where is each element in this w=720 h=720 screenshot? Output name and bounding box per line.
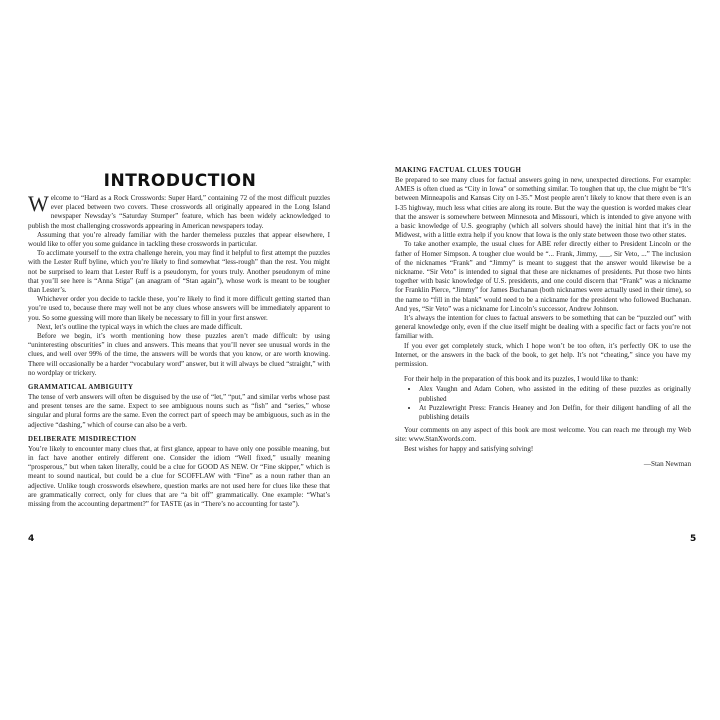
factual-paragraph-4: If you ever get completely stuck, which I hope won’t be too often, it’s perfectly OK to use the Internet, or the answers in the back of the book, to get help. It’s not “cheating,” since you have my permission. (395, 341, 691, 369)
heading-deliberate-misdirection: DELIBERATE MISDIRECTION (28, 435, 137, 443)
list-item: • At Puzzlewright Press: Francis Heaney and Jon Delfin, for their diligent handling of all the publishing details (419, 404, 691, 422)
drop-cap: W (28, 191, 49, 216)
page-number-left: 4 (28, 534, 35, 544)
misdirection-paragraph: You’re likely to encounter many clues that, at first glance, appear to have only one possible meaning, but in fact have another entirely different one. Consider the idiom “Well fixed,” usually meaning “prosperous,” but when taken literally, could be a clue for GOOD AS NEW. Or “Fine skipper,” which is meant to sound nautical, but could be a clue for SCOFFLAW with “Fine” as a noun rather than an adjective. Unlike tough crosswords elsewhere, question marks are not used here for clues like these that are grammatically correct, only for clues that are “a bit off” grammatically. One example: “What’s missing from the accounting department?” for TASTE (as in “There’s no accounting for taste”). (28, 444, 330, 509)
signature: —Stan Newman (643, 459, 691, 468)
intro-paragraph (28, 191, 330, 231)
factual-paragraph-1: Be prepared to see many clues for factual answers going in new, unexpected directions. For example: AMES is often clued as “City in Iowa” or something similar. To toughen that up, the clue might be “It’s between Minneapolis and Kansas City on I-35.” Most people aren’t likely to know that there even is an I-35 highway, much less what cities are along its route. But the way the question is worded makes clear that the answer is somewhere between Minnesota and Missouri, which is intended to give anyone with a basic knowledge of U.S. geography (which all solvers should have) the initial hint that it’s in the Midwest, with a little extra help if you know that Iowa is the only state between those two other states. (395, 176, 691, 240)
intro-paragraph-5: Next, let’s outline the typical ways in which the clues are made difficult. (37, 322, 243, 331)
page-number-right: 5 (690, 534, 697, 544)
ambiguity-paragraph: The tense of verb answers will often be disguised by the use of “let,” “put,” and similar verbs whose past and present tenses are the same. Expect to see ambiguous nouns such as “fish” and “series,” whose singular and plural forms are the same. Even the correct part of speech may be ambiguous, such as in the adjective “dashing,” which of course can also be a verb. (28, 393, 330, 429)
right-text-column (395, 166, 691, 469)
factual-paragraph-3: It’s always the intention for clues to factual answers to be something that can be “puzzled out” with general knowledge only, even if the clue itself might be dealing with a specific fact or facts you’re not familiar with. (395, 314, 691, 341)
left-text-column (28, 191, 330, 509)
intro-paragraph-3: To acclimate yourself to the extra challenge herein, you may find it helpful to first attempt the puzzles with the Lester Ruff byline, which you’re likely to find somewhat “less-rough” than the rest. You might not be surprised to learn that Lester Ruff is a pseudonym, for yours truly. Another pseudonym of mine that you’ll see here is “Anna Stiga” (an anagram of “Stan again”), whose work is meant to be tougher than Lester’s. (28, 249, 330, 295)
list-item: • Alex Vaughn and Adam Cohen, who assisted in the editing of these puzzles as originally published (419, 385, 691, 403)
right-page (360, 0, 720, 720)
intro-first-text: elcome to “Hard as a Rock Crosswords: Super Hard,” containing 72 of the most difficult puzzles ever placed between two covers. These crosswords all originally appeared in the Long Island newspaper Newsday’s “Saturday Stumper” feature, which has been widely acknowledged to publish the most challenging crosswords appearing in American newspapers today. (28, 194, 330, 230)
thanks-intro: For their help in the preparation of this book and its puzzles, I would like to thank: (404, 375, 639, 384)
intro-paragraph-6: Before we begin, it’s worth mentioning how these puzzles aren’t made difficult: by using “uninteresting obscurities” in clues and answers. This means that you’ll never see unusual words in the clues, and well over 99% of the time, the answers will be words that you know, or are worth knowing. There will occasionally be a harder “vocabulary word” answer, but it will always be clued “straight,” with no wordplay or trickery. (28, 332, 330, 377)
best-wishes: Best wishes for happy and satisfying solving! (404, 444, 534, 453)
intro-paragraph-2: Assuming that you’re already familiar with the harder themeless puzzles that appear elsewhere, I would like to offer you some guidance in tackling these crosswords in particular. (28, 230, 330, 249)
comments-paragraph: Your comments on any aspect of this book are most welcome. You can reach me through my Web site: www.StanXwords.com. (395, 426, 691, 444)
heading-factual-clues: MAKING FACTUAL CLUES TOUGH (395, 167, 522, 174)
factual-paragraph-2: To take another example, the usual clues for ABE refer directly either to President Lincoln or the father of Homer Simpson. A tougher clue would be “... Frank, Jimmy, ___, Sir Veto, ...” The inclusion of the nicknames “Frank” and “Jimmy” is meant to suggest that the answer would likewise be a nickname. “Sir Veto” is intended to signal that these are nicknames of presidents. Put those two hints together with basic knowledge of U.S. presidents, and one could discern that “Frank” was a nickname for Franklin Pierce, “Jimmy” for James Buchanan (both nicknames were actually used in their time), so the name to “fill in the blank” would need to be a nickname for the president who followed Buchanan. And yes, “Sir Veto” was a nickname for Lincoln’s successor, Andrew Johnson. (395, 240, 691, 313)
thanks-list (395, 385, 691, 422)
heading-grammatical-ambiguity: GRAMMATICAL AMBIGUITY (28, 384, 134, 392)
page-title: INTRODUCTION (103, 171, 257, 191)
intro-paragraph-4: Whichever order you decide to tackle these, you’re likely to find it more difficult getting started than you’re used to, because there may well not be any clues whose answers will be immediately apparent to you. So some guessing will more than likely be necessary to fill in your first answer. (28, 295, 330, 322)
